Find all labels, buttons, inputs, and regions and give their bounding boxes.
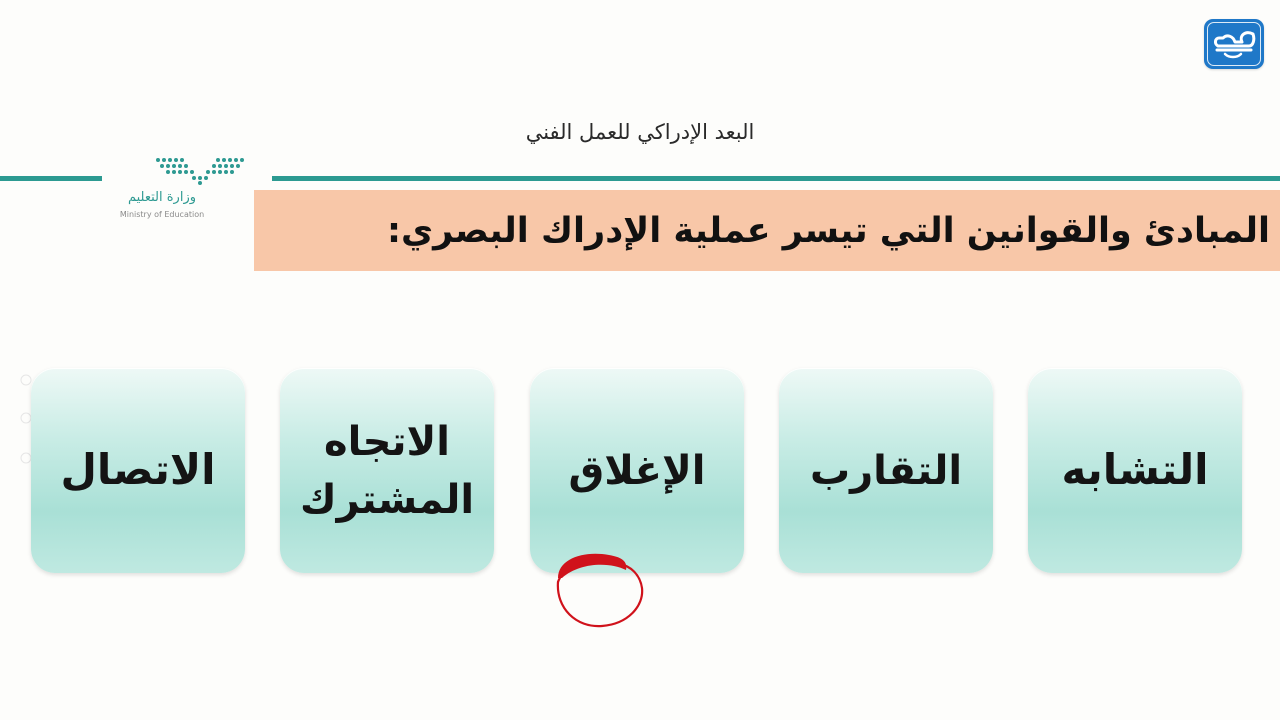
brand-logo-mark-icon xyxy=(1209,26,1259,62)
ministry-logo xyxy=(106,152,256,228)
card-closure[interactable] xyxy=(530,368,744,573)
card-proximity[interactable] xyxy=(779,368,993,573)
banner-title: المبادئ والقوانين التي تيسر عملية الإدراك البصري: xyxy=(387,210,1270,251)
brand-logo xyxy=(1204,19,1264,69)
header-divider-right xyxy=(272,176,1280,181)
card-label: التقارب xyxy=(809,447,963,494)
header-divider-left xyxy=(0,176,102,181)
card-common-direction[interactable] xyxy=(280,368,494,573)
card-similarity[interactable] xyxy=(1028,368,1242,573)
card-label: الاتصال xyxy=(60,445,216,495)
card-label: الاتجاه المشترك xyxy=(299,418,475,523)
card-connectedness[interactable] xyxy=(31,368,245,573)
ministry-name-en: Ministry of Education xyxy=(119,210,205,219)
card-label: التشابه xyxy=(1061,445,1209,495)
page-header: البعد الإدراكي للعمل الفني xyxy=(525,120,755,144)
ministry-name-ar: وزارة التعليم xyxy=(127,190,197,205)
ministry-emblem-icon xyxy=(154,154,246,186)
principles-cards xyxy=(0,368,1280,576)
principles-banner xyxy=(254,190,1280,271)
card-label: الإغلاق xyxy=(568,447,706,494)
